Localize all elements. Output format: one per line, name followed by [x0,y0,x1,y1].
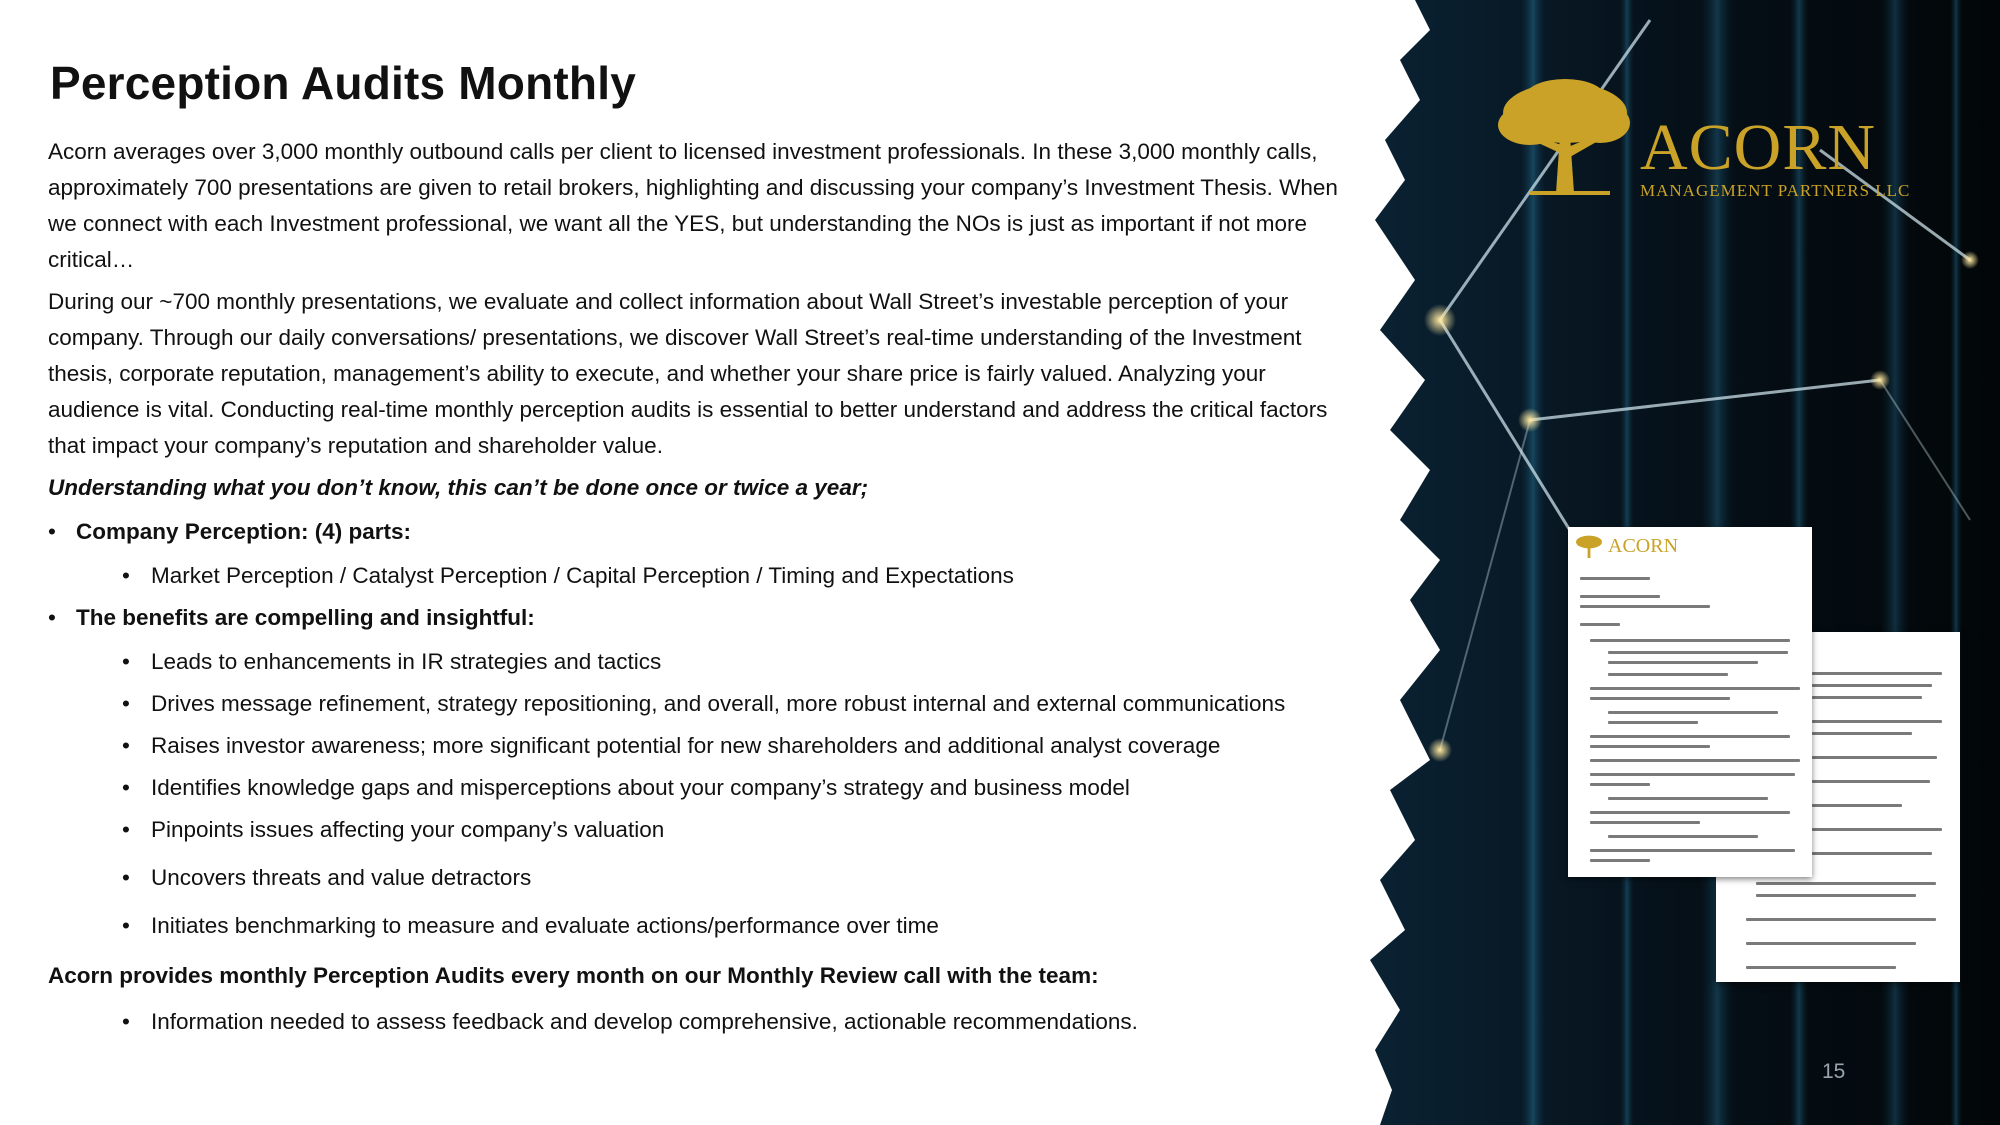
mini-tree-icon [1574,533,1604,561]
acorn-logo [1490,75,1911,205]
presentations-paragraph: During our ~700 monthly presentations, we evaluate and collect information about Wall Street’s investable perception of your company. Through our daily conversations/ presentations, we discover Wall Street’s real-time understanding of the Investment thesis, corporate reputation, management’s ability to execute, and whether your share price is fairly valued. Analyzing your audience is vital. Conducting real-time monthly perception audits is essential to better understand and address the critical factors that impact your company’s reputation and shareholder value. [48,289,1328,458]
benefit-item: • Initiates benchmarking to measure and evaluate actions/performance over time [48,908,1338,944]
benefits-heading: • The benefits are compelling and insightful: [48,600,1338,636]
benefit-item: • Uncovers threats and value detractors [48,860,1338,896]
page-number: 15 [1822,1060,1846,1083]
tree-icon [1490,75,1640,205]
perception-parts-item: • Market Perception / Catalyst Perception / Capital Perception / Timing and Expectations [48,558,1338,594]
intro-paragraph: Acorn averages over 3,000 monthly outbound calls per client to licensed investment professionals. In these 3,000 monthly calls, approximately 700 presentations are given to retail brokers, highlighting and discussing your company’s Investment Thesis. When we connect with each Investment professional, we want all the YES, but understanding the NOs is just as important if not more critical… [48,139,1338,272]
emphasis-line: Understanding what you don’t know, this can’t be done once or twice a year; [48,475,869,500]
report-thumbnail-front [1568,527,1812,877]
slide-content [48,56,1338,1046]
benefit-item: • Drives message refinement, strategy repositioning, and overall, more robust internal and external communications [48,686,1338,722]
slide-title: Perception Audits Monthly [50,57,636,109]
logo-subtitle: MANAGEMENT PARTNERS LLC [1640,181,1911,200]
logo-wordmark: ACORN [1640,111,1877,184]
benefit-item: • Pinpoints issues affecting your company’s valuation [48,812,1338,848]
benefit-item: • Identifies knowledge gaps and misperceptions about your company’s strategy and business model [48,770,1338,806]
mini-logo-wordmark: ACORN [1608,535,1679,557]
company-perception-heading: • Company Perception: (4) parts: [48,514,1338,550]
benefit-item: • Raises investor awareness; more significant potential for new shareholders and additional analyst coverage [48,728,1338,764]
closing-item: • Information needed to assess feedback and develop comprehensive, actionable recommendations. [48,1004,1338,1040]
benefit-item: • Leads to enhancements in IR strategies and tactics [48,644,1338,680]
closing-heading: Acorn provides monthly Perception Audits every month on our Monthly Review call with the team: [48,963,1099,988]
